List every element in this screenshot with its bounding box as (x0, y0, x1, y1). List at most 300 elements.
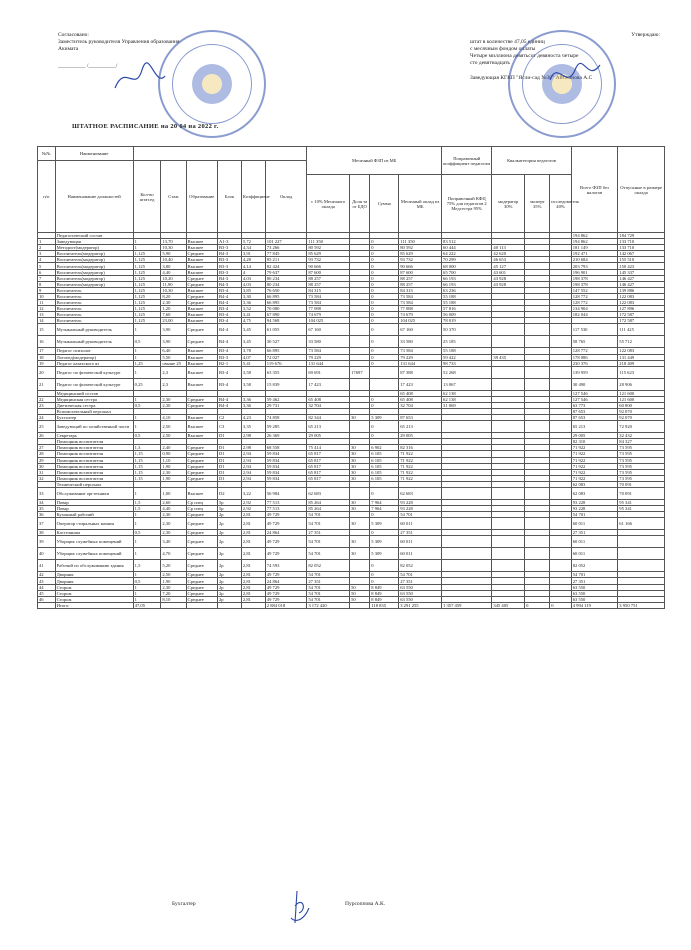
table-cell (525, 536, 550, 548)
table-cell (525, 336, 550, 348)
table-cell: 181 149 (571, 245, 618, 251)
table-cell: 85 264 (307, 500, 350, 506)
table-cell: 24 864 (265, 578, 307, 584)
table-cell: 25 185 (442, 336, 492, 348)
table-cell: 65 817 (307, 457, 350, 463)
table-cell: Обслуживание оргтехники (55, 488, 133, 500)
table-cell: 27 351 (571, 578, 618, 584)
table-cell: 2,50 (161, 421, 186, 433)
table-cell: 73 595 (618, 457, 665, 463)
table-cell: 88 257 (307, 281, 350, 287)
header-otp: Отпускные в размере оклада (618, 147, 665, 233)
table-cell (618, 536, 665, 548)
table-row (38, 548, 665, 560)
approval-line: Заместитель руководителя Управления образования (58, 39, 180, 45)
table-cell: 79 229 (307, 354, 350, 360)
table-cell: 345 405 (492, 602, 525, 608)
table-cell: 0,25 (133, 378, 161, 390)
table-cell: 59 834 (265, 463, 307, 469)
table-cell (550, 560, 571, 572)
table-cell: 65 408 (399, 396, 442, 402)
table-cell: 2,3 (161, 378, 186, 390)
table-cell: 0 (370, 293, 399, 299)
table-cell: 8 849 (370, 584, 399, 590)
table-cell: 111 350 (399, 239, 442, 245)
table-cell: 4,40 (161, 506, 186, 512)
table-cell: Рабочий по обслуживанию здания (55, 560, 133, 572)
table-cell: 13,70 (161, 239, 186, 245)
table-cell: 2,30 (161, 584, 186, 590)
header-num2: п/п (38, 161, 56, 233)
table-cell: 4 (38, 257, 56, 263)
table-cell (370, 366, 399, 378)
table-cell: 49 729 (265, 512, 307, 518)
table-cell (550, 324, 571, 336)
staff-table (37, 146, 665, 609)
table-cell: 0 (370, 512, 399, 518)
table-cell: 172 587 (618, 318, 665, 324)
table-cell: 85 629 (399, 251, 442, 257)
table-cell: 5 309 (370, 518, 399, 530)
table-cell: 111 350 (307, 239, 350, 245)
table-cell: 27 351 (571, 530, 618, 536)
table-cell: 1,125 (133, 300, 161, 306)
table-cell: 6 105 (370, 457, 399, 463)
table-cell: 22 (38, 396, 56, 402)
table-cell: Среднее (186, 518, 217, 530)
table-body (38, 233, 665, 609)
table-cell: 56 009 (442, 312, 492, 318)
table-cell: 182 044 (571, 312, 618, 318)
table-cell: 59 285 (265, 421, 307, 433)
table-cell: 55 188 (442, 300, 492, 306)
table-cell: 0 (370, 421, 399, 433)
table-cell: 23 (38, 402, 56, 408)
table-cell: 30 (350, 457, 370, 463)
table-cell (186, 602, 217, 608)
page-title: ШТАТНОЕ РАСПИСАНИЕ на 20 04 на 2022 г. (72, 123, 219, 130)
approve-line: сто девятнадцать (470, 60, 510, 66)
table-cell: 2,92 (241, 500, 265, 506)
table-cell: 2,81 (241, 512, 265, 518)
table-cell: 71 922 (571, 475, 618, 481)
table-row (38, 602, 665, 608)
table-cell: 4 994 119 (571, 602, 618, 608)
table-cell: 30 490 (571, 378, 618, 390)
table-cell: 12 (38, 306, 56, 312)
table-cell: Воспитатель (55, 300, 133, 306)
table-cell: 74 679 (307, 312, 350, 318)
table-cell: 0 (550, 602, 571, 608)
table-cell: 4,23 (241, 415, 265, 421)
table-cell: 39 435 (492, 354, 525, 360)
table-cell: 2,30 (161, 300, 186, 306)
table-cell: 1,125 (133, 257, 161, 263)
table-cell: 0,5 (133, 402, 161, 408)
table-cell: 65 817 (307, 463, 350, 469)
table-cell: 2р (217, 572, 241, 578)
table-cell: 10,40 (161, 257, 186, 263)
table-cell: 73 584 (307, 300, 350, 306)
header-edu: Образование (186, 161, 217, 233)
table-cell: 77 845 (265, 251, 307, 257)
table-cell (550, 378, 571, 390)
table-cell: 54 701 (307, 596, 350, 602)
table-cell: 1,15 (133, 451, 161, 457)
table-cell: 57 816 (442, 306, 492, 312)
table-cell: 45 (38, 590, 56, 596)
table-cell: Воспитатель (55, 318, 133, 324)
table-cell: 0 (370, 251, 399, 257)
table-cell: 4,70 (161, 548, 186, 560)
table-cell: Музыкальный руководитель (55, 336, 133, 348)
header-monthly-group: Месячный ФЗП из МБ (307, 147, 442, 175)
table-cell: 30 (38, 463, 56, 469)
table-cell: 50 (350, 596, 370, 602)
table-cell (525, 518, 550, 530)
table-cell: 7 964 (370, 506, 399, 512)
table-cell: D1 (217, 457, 241, 463)
table-cell: Среднее (186, 451, 217, 457)
table-cell: 77 513 (265, 500, 307, 506)
table-cell: 73 584 (307, 348, 350, 354)
table-cell: 127 546 (571, 390, 618, 396)
table-cell: 122 083 (618, 293, 665, 299)
table-cell: 0 (370, 269, 399, 275)
table-cell: 71 922 (399, 475, 442, 481)
table-cell: 59 462 (265, 396, 307, 402)
table-cell: 2,50 (161, 433, 186, 439)
table-cell: 27 (38, 445, 56, 451)
table-cell: Высшее (186, 415, 217, 421)
table-cell: 2р (217, 584, 241, 590)
table-cell: 54 701 (307, 536, 350, 548)
table-cell: В3-3 (217, 269, 241, 275)
table-cell: 55 188 (442, 293, 492, 299)
table-cell: 27 351 (307, 530, 350, 536)
table-cell (350, 336, 370, 348)
table-cell: 95 341 (618, 506, 665, 512)
table-cell: 60 011 (571, 536, 618, 548)
table-cell: 1,15 (133, 463, 161, 469)
table-cell: 184 729 (618, 233, 665, 239)
table-cell: 30 (350, 506, 370, 512)
table-cell: 30 (350, 500, 370, 506)
table-cell: Педагог психолог (55, 348, 133, 354)
table-cell: 87 653 (571, 415, 618, 421)
table-cell: 71 922 (399, 469, 442, 475)
table-cell: 1 357 459 (442, 602, 492, 608)
table-cell: Бухгалтер (55, 415, 133, 421)
table-cell (350, 560, 370, 572)
table-cell: 4,40 (161, 269, 186, 275)
table-cell: 77 513 (265, 506, 307, 512)
table-cell: 32 (38, 475, 56, 481)
table-cell (525, 548, 550, 560)
table-cell: 131 644 (307, 360, 350, 366)
table-cell: 49 729 (265, 590, 307, 596)
table-cell: 2,30 (161, 512, 186, 518)
table-cell: 60 011 (399, 518, 442, 530)
table-cell: 0 (370, 402, 399, 408)
table-cell: 1,90 (161, 578, 186, 584)
table-cell: 4,03 (241, 281, 265, 287)
table-cell: 2,81 (241, 590, 265, 596)
table-cell: 3 950 751 (618, 602, 665, 608)
table-cell: 1,125 (133, 281, 161, 287)
table-cell: 2,30 (161, 518, 186, 530)
table-cell: 0 (370, 433, 399, 439)
table-cell: 82 052 (399, 560, 442, 572)
header-issled: исследователь 40% (550, 175, 571, 233)
table-cell: 117 530 (571, 324, 618, 336)
table-cell: 65 213 (399, 421, 442, 433)
table-cell: 3,85 (241, 287, 265, 293)
table-cell: Воспитатель (55, 312, 133, 318)
table-cell: 10,30 (161, 245, 186, 251)
table-cell: 63 550 (571, 584, 618, 590)
table-cell: 133 710 (618, 239, 665, 245)
table-cell: 26 (38, 433, 56, 439)
table-cell: С3 (217, 421, 241, 433)
header-name-group: Наименование (55, 147, 133, 161)
table-cell: Воспитатель (55, 293, 133, 299)
table-cell: 73 595 (618, 469, 665, 475)
table-cell: 44 (38, 584, 56, 590)
table-cell: 1,15 (133, 475, 161, 481)
table-cell: 84 315 (399, 287, 442, 293)
table-cell: 5,90 (161, 251, 186, 257)
table-cell: 73 595 (618, 463, 665, 469)
table-cell: 139 886 (618, 287, 665, 293)
table-cell: 128 772 (571, 300, 618, 306)
table-cell: 0,5 (133, 578, 161, 584)
table-cell: 1,5 (133, 506, 161, 512)
table-cell: Ср спец (186, 506, 217, 512)
table-cell: 127 546 (571, 396, 618, 402)
table-cell: 17 423 (399, 378, 442, 390)
table-row (38, 560, 665, 572)
table-cell: 0,5 (133, 530, 161, 536)
table-cell: 2р (217, 596, 241, 602)
table-cell: Педагогический состав (55, 233, 133, 239)
table-cell: 1 (133, 488, 161, 500)
table-cell: 1,5 (133, 500, 161, 506)
table-cell: 71 922 (399, 451, 442, 457)
table-cell: 93 732 (399, 257, 442, 263)
table-cell: 104 025 (307, 318, 350, 324)
table-cell: 2,60 (161, 500, 186, 506)
table-cell: D1 (217, 475, 241, 481)
table-cell: 194 862 (571, 239, 618, 245)
table-cell: 10 (38, 293, 56, 299)
table-cell: В4-3 (217, 275, 241, 281)
table-cell: Воспитатель(модератор) (55, 275, 133, 281)
table-cell: 3 172 420 (307, 602, 350, 608)
table-cell: 82 316 (399, 445, 442, 451)
table-cell: 9 (38, 287, 56, 293)
table-cell: 3,36 (241, 396, 265, 402)
table-cell: 1,20 (161, 306, 186, 312)
table-cell: 67 160 (399, 324, 442, 336)
table-cell: 46 653 (492, 257, 525, 263)
table-cell: 87 653 (399, 415, 442, 421)
table-cell: 2,81 (241, 596, 265, 602)
table-cell: Заведующая (55, 239, 133, 245)
table-cell: 2,81 (241, 572, 265, 578)
table-cell: Высшее (186, 239, 217, 245)
table-cell: 3,30 (241, 293, 265, 299)
table-cell: 218 409 (618, 360, 665, 366)
table-cell: 119 676 (265, 360, 307, 366)
table-cell: 88 257 (399, 275, 442, 281)
table-cell: 3,45 (241, 336, 265, 348)
table-cell: 2,98 (241, 445, 265, 451)
table-cell (241, 602, 265, 608)
table-cell: 172 587 (618, 312, 665, 318)
table-cell: 82 310 (571, 439, 618, 445)
table-cell (525, 560, 550, 572)
table-cell: 1,00 (161, 488, 186, 500)
table-cell: 34 (38, 500, 56, 506)
table-cell: 82 424 (265, 263, 307, 269)
table-cell: 52 268 (442, 366, 492, 378)
table-cell: 87 653 (571, 408, 618, 414)
table-cell: 2,81 (241, 578, 265, 584)
table-cell: 30 (350, 475, 370, 481)
table-cell: 71 922 (399, 463, 442, 469)
table-cell: 67 160 (307, 324, 350, 336)
table-cell: 58 765 (571, 336, 618, 348)
table-cell: Среднее (186, 293, 217, 299)
table-cell: 30 (350, 463, 370, 469)
table-cell: 62 683 (399, 488, 442, 500)
table-cell: Помощник воспитателя (55, 457, 133, 463)
table-cell: 104 025 (399, 318, 442, 324)
table-cell: 70 299 (442, 257, 492, 263)
table-cell: 72 920 (618, 421, 665, 433)
table-cell: 93 732 (307, 257, 350, 263)
table-cell: D2 (217, 488, 241, 500)
table-cell: 65 817 (307, 451, 350, 457)
table-cell: 90 666 (307, 263, 350, 269)
table-cell: Секретарь (55, 433, 133, 439)
table-cell: 49 729 (265, 518, 307, 530)
table-cell: 33 (38, 488, 56, 500)
table-cell: 203 793 (571, 263, 618, 269)
table-cell: 1,5 (133, 560, 161, 572)
table-cell: 79 229 (399, 354, 442, 360)
table-cell: 23,00 (161, 318, 186, 324)
table-cell: 0 (370, 275, 399, 281)
table-cell: 2р (217, 548, 241, 560)
table-row (38, 536, 665, 548)
table-cell: 230 376 (571, 360, 618, 366)
table-cell: 54 701 (307, 590, 350, 596)
table-cell: 29 (38, 457, 56, 463)
table-cell: Высшее (186, 257, 217, 263)
table-cell: В4-4 (217, 396, 241, 402)
table-cell: 29 005 (571, 433, 618, 439)
table-cell: 1 (133, 239, 161, 245)
table-cell: 1 (133, 512, 161, 518)
table-cell: Помощник воспитателя (55, 445, 133, 451)
table-cell: 111 425 (618, 324, 665, 336)
table-cell (492, 336, 525, 348)
table-cell: 55 188 (442, 348, 492, 354)
table-cell: 2р (217, 590, 241, 596)
table-cell (492, 488, 525, 500)
header-share: Доля та от БДО (350, 175, 370, 233)
table-cell: 0 (370, 348, 399, 354)
table-cell (525, 378, 550, 390)
table-cell: Сторож (55, 590, 133, 596)
table-cell: 3 (38, 251, 56, 257)
table-cell: 5,72 (241, 239, 265, 245)
table-cell: Воспитатель(модератор) (55, 257, 133, 263)
table-row (38, 421, 665, 433)
table-cell: 1,90 (161, 475, 186, 481)
header-moder: модератор 30% (492, 175, 525, 233)
table-cell: 68 000 (442, 263, 492, 269)
table-cell: 80 234 (265, 281, 307, 287)
table-cell: D1 (217, 445, 241, 451)
table-cell: 28 906 (618, 378, 665, 390)
table-cell: 65 700 (442, 269, 492, 275)
table-cell: 1 (133, 572, 161, 578)
table-cell: 118 835 (370, 602, 399, 608)
table-cell: 15 (38, 324, 56, 336)
table-cell: 63 550 (399, 596, 442, 602)
table-cell: 74 858 (265, 415, 307, 421)
table-cell: 37 (38, 518, 56, 530)
table-cell: 61 166 (618, 518, 665, 530)
table-cell: 2,81 (241, 536, 265, 548)
table-cell: Логопед(модератор) (55, 354, 133, 360)
table-cell: Воспитатель(модератор) (55, 251, 133, 257)
header-p10: с 10% Месячного оклада (307, 175, 350, 233)
table-cell (442, 488, 492, 500)
table-cell (618, 548, 665, 560)
table-cell: 71 922 (399, 457, 442, 463)
table-cell: 66 895 (265, 293, 307, 299)
table-cell: 0 (370, 560, 399, 572)
header-monthly: Месячный оклад из МБ (399, 175, 442, 233)
table-cell: Высшее (186, 360, 217, 366)
table-cell: 73 584 (307, 293, 350, 299)
table-cell: 0 (370, 360, 399, 366)
table-cell: Кухонный рабочий (55, 512, 133, 518)
table-cell: 1,125 (133, 251, 161, 257)
table-cell: Высшее (186, 366, 217, 378)
table-cell: 70 091 (618, 488, 665, 500)
table-cell: 62 083 (571, 481, 618, 487)
table-row (38, 518, 665, 530)
table-cell: Высшее (186, 318, 217, 324)
table-cell: 11 (38, 300, 56, 306)
table-cell: 63 550 (571, 596, 618, 602)
table-cell: 59 834 (265, 457, 307, 463)
table-cell: 2,3 (161, 366, 186, 378)
approval-line: __________ /__________/ (58, 63, 118, 69)
table-cell: 50 370 (442, 324, 492, 336)
table-cell: 92 070 (618, 408, 665, 414)
table-cell: 77 088 (307, 306, 350, 312)
table-cell: 0 (370, 318, 399, 324)
table-cell: 122 083 (618, 348, 665, 354)
table-cell (492, 366, 525, 378)
table-cell: 80 592 (307, 245, 350, 251)
